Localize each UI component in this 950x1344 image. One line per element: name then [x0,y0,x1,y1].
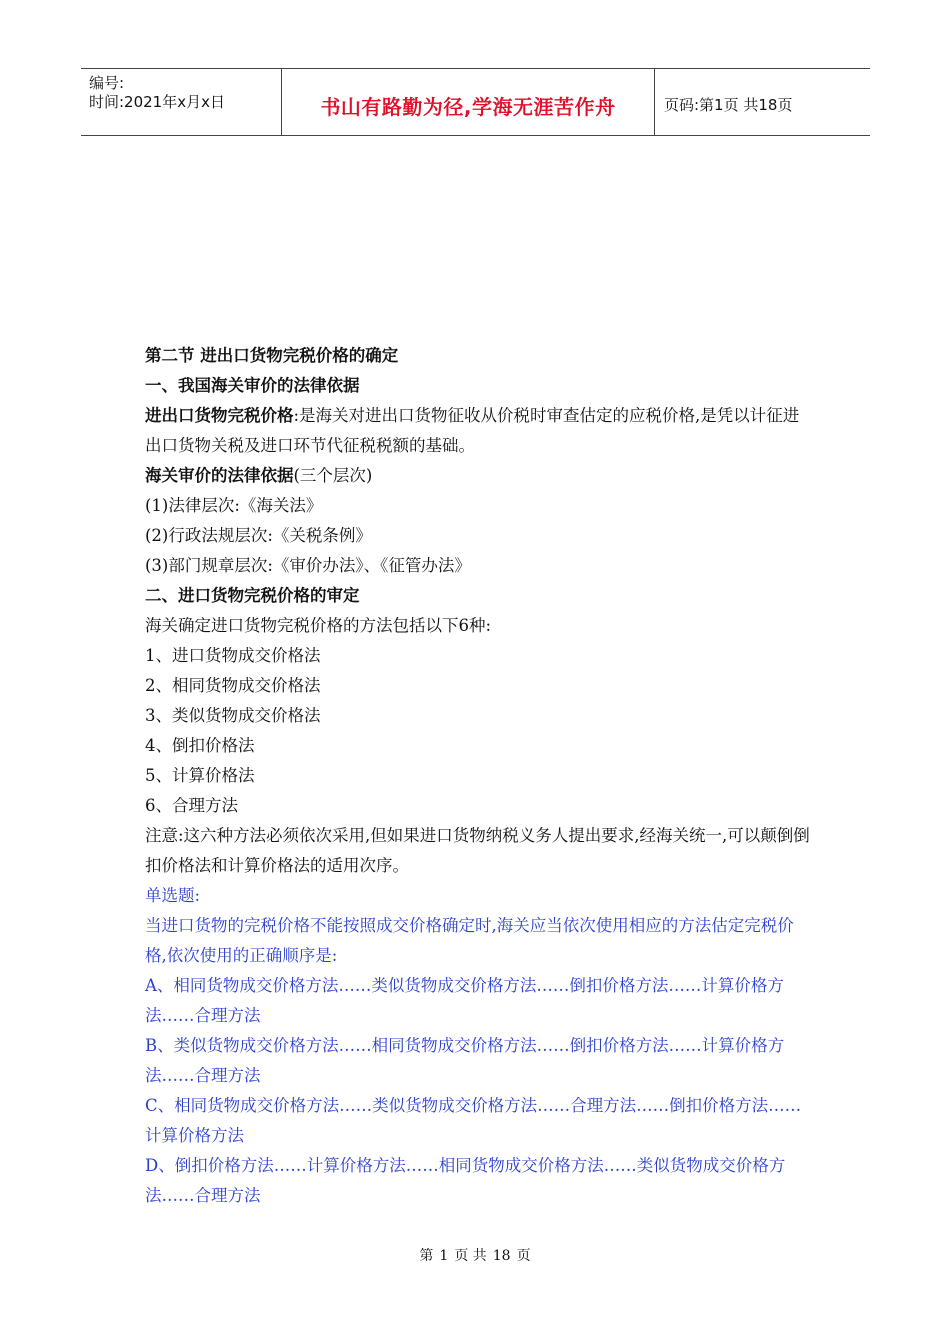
footer-prefix: 第 [419,1248,434,1264]
basis-note: (三个层次) [293,466,373,485]
question-stem: 当进口货物的完税价格不能按照成交价格确定时,海关应当依次使用相应的方法估定完税价格,依次使用的正确顺序是: [145,916,794,965]
footer-suffix: 页 [516,1248,531,1264]
option-b: B、类似货物成交价格方法……相同货物成交价格方法……倒扣价格方法……计算价格方法……合理方法 [145,1036,785,1085]
footer-page-no: 1 [439,1248,449,1264]
heading-valuation: 二、进口货物完税价格的审定 [145,586,360,605]
note-paragraph: 注意:这六种方法必须依次采用,但如果进口货物纳税义务人提出要求,经海关统一,可以颠倒倒扣价格法和计算价格法的适用次序。 [145,826,810,875]
basis-term: 海关审价的法律依据 [145,466,294,485]
header-table [81,68,870,136]
page-info: 页码:第1页 共18页 [664,96,793,114]
question-type: 单选题: [145,886,201,905]
header-motto-cell [282,69,655,135]
option-c: C、相同货物成交价格方法……类似货物成交价格方法……合理方法……倒扣价格方法……计算价格方法 [145,1096,802,1145]
method-item: 6、合理方法 [145,796,238,815]
method-item: 3、类似货物成交价格法 [145,706,321,725]
definition-paragraph [145,401,810,461]
time-label: 时间:2021年x月x日 [89,93,225,111]
footer-mid: 页 共 [454,1248,487,1264]
methods-intro: 海关确定进口货物完税价格的方法包括以下6种: [145,616,492,635]
section-title: 第二节 进出口货物完税价格的确定 [145,346,399,365]
definition-term: 进出口货物完税价格 [145,406,294,425]
method-item: 5、计算价格法 [145,766,255,785]
page-footer [0,1245,950,1265]
header-info-cell [81,69,282,135]
footer-page-total: 18 [492,1248,511,1264]
number-label: 编号: [89,74,125,92]
definition-text: :是海关对进出口货物征收从价税时审查估定的应税价格,是凭以计征进出口货物关税及进口环节代征税税额的基础。 [145,406,800,455]
option-d: D、倒扣价格方法……计算价格方法……相同货物成交价格方法……类似货物成交价格方法……合理方法 [145,1156,786,1205]
method-item: 4、倒扣价格法 [145,736,255,755]
option-a: A、相同货物成交价格方法……类似货物成交价格方法……倒扣价格方法……计算价格方法……合理方法 [145,976,784,1025]
method-item: 2、相同货物成交价格法 [145,676,321,695]
heading-legal-basis: 一、我国海关审价的法律依据 [145,376,360,395]
level-item: (2)行政法规层次:《关税条例》 [145,526,372,545]
level-item: (3)部门规章层次:《审价办法》、《征管办法》 [145,556,471,575]
method-item: 1、进口货物成交价格法 [145,646,321,665]
header-page-cell [655,69,870,135]
level-item: (1)法律层次:《海关法》 [145,496,323,515]
motto: 书山有路勤为径,学海无涯苦作舟 [320,95,616,119]
basis-line [145,461,810,491]
document-body [145,341,810,1211]
